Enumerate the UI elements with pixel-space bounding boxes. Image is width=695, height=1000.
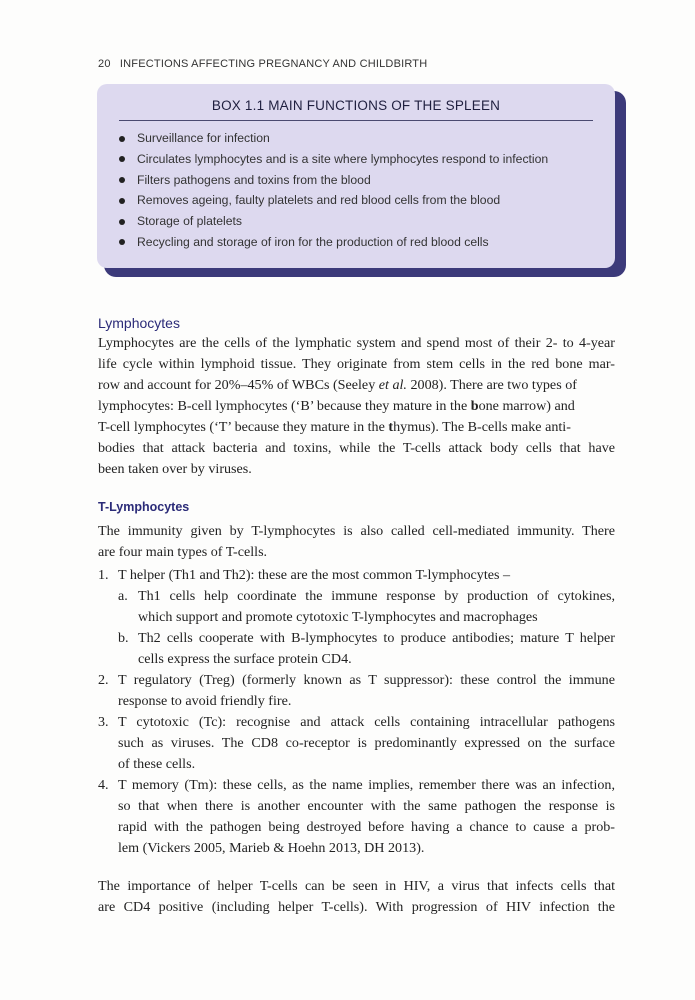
- italic-text: et al.: [378, 377, 407, 393]
- sublist-line: Th2 cells cooperate with B-lymphocytes to produce antibodies; mature T helper: [138, 630, 615, 646]
- line-text: 2008). There are two types of: [406, 377, 577, 393]
- list-item-line: such as viruses. The CD8 co-receptor is predominantly expressed on the surface: [118, 735, 615, 751]
- running-header: [98, 58, 427, 70]
- page-number: 20: [98, 58, 111, 70]
- list-item-line: T memory (Tm): these cells, as the name implies, remember there was an infection,: [118, 777, 615, 793]
- paragraph-line: life cycle within lymphoid tissue. They originate from stem cells in the red bone mar-: [98, 356, 615, 372]
- paragraph-line: Lymphocytes are the cells of the lymphatic system and spend most of their 2- to 4-year: [98, 335, 615, 351]
- box-item-text: Surveillance for infection: [137, 131, 270, 145]
- sublist-line: which support and promote cytotoxic T-lymphocytes and macrophages: [138, 609, 538, 625]
- line-text: row and account for 20%–45% of WBCs (Seeley: [98, 377, 379, 393]
- paragraph-line: The importance of helper T-cells can be seen in HIV, a virus that infects cells that: [98, 878, 615, 894]
- sublist-letter: b.: [118, 630, 129, 646]
- spleen-functions-box: [97, 84, 615, 268]
- box-list-item: [119, 149, 548, 170]
- paragraph-line: been taken over by viruses.: [98, 461, 252, 477]
- list-item-line: response to avoid friendly fire.: [118, 693, 292, 709]
- box-list-item: [119, 128, 548, 149]
- bold-letter: b: [470, 398, 479, 414]
- box-title: BOX 1.1 MAIN FUNCTIONS OF THE SPLEEN: [211, 98, 501, 113]
- bullet-icon: [119, 239, 125, 245]
- section-heading-lymphocytes: Lymphocytes: [98, 315, 180, 331]
- list-number: 3.: [98, 714, 109, 730]
- bold-letter: t: [388, 419, 394, 435]
- bullet-icon: [119, 156, 125, 162]
- paragraph-line: [98, 396, 615, 417]
- paragraph-line: are CD4 positive (including helper T-cells). With progression of HIV infection the: [98, 899, 615, 915]
- list-item-line: T regulatory (Treg) (formerly known as T suppressor): these control the immune: [118, 672, 615, 688]
- list-item-line: T cytotoxic (Tc): recognise and attack cells containing intracellular pathogens: [118, 714, 615, 730]
- paragraph-line: [98, 417, 615, 438]
- sublist-letter: a.: [118, 588, 128, 604]
- list-item-line: so that when there is another encounter with the same pathogen the response is: [118, 798, 615, 814]
- paragraph-line: The immunity given by T-lymphocytes is also called cell-mediated immunity. There: [98, 523, 615, 539]
- line-text: hymus). The B-cells make anti-: [393, 419, 571, 435]
- box-list-item: [119, 170, 548, 191]
- box-item-text: Removes ageing, faulty platelets and red blood cells from the blood: [137, 193, 501, 208]
- list-item-line: lem (Vickers 2005, Marieb & Hoehn 2013, DH 2013).: [118, 840, 425, 856]
- box-list-item: [119, 232, 548, 253]
- line-text: one marrow) and: [478, 398, 575, 414]
- box-item-text: Recycling and storage of iron for the production of red blood cells: [137, 234, 489, 249]
- sublist-line: Th1 cells help coordinate the immune response by production of cytokines,: [138, 588, 615, 604]
- box-title-rule: [119, 120, 593, 121]
- line-text: T-cell lymphocytes (‘T’ because they mature in the: [98, 419, 389, 435]
- running-title: INFECTIONS AFFECTING PREGNANCY AND CHILDBIRTH: [119, 58, 428, 70]
- box-list-item: [119, 211, 548, 232]
- bullet-icon: [119, 219, 125, 225]
- list-number: 2.: [98, 672, 109, 688]
- list-item-line: rapid with the pathogen being destroyed before having a chance to cause a prob-: [118, 819, 615, 835]
- list-item-text: T helper (Th1 and Th2): these are the most common T-lymphocytes –: [118, 567, 511, 583]
- bullet-icon: [119, 198, 125, 204]
- box-list-item: [119, 190, 548, 211]
- list-item-line: of these cells.: [118, 756, 196, 772]
- bullet-icon: [119, 136, 125, 142]
- subsection-heading-t-lymphocytes: T-Lymphocytes: [98, 500, 190, 514]
- box-item-text: Filters pathogens and toxins from the blood: [137, 172, 371, 187]
- line-text: lymphocytes: B-cell lymphocytes (‘B’ because they mature in the: [98, 398, 471, 414]
- paragraph-line: [98, 375, 615, 396]
- box-bullet-list: [119, 128, 548, 253]
- list-number: 4.: [98, 777, 109, 793]
- list-number: 1.: [98, 567, 109, 583]
- paragraph-line: are four main types of T-cells.: [98, 544, 268, 560]
- box-item-text: Storage of platelets: [137, 214, 243, 229]
- box-item-text: Circulates lymphocytes and is a site where lymphocytes respond to infection: [137, 151, 549, 166]
- sublist-line: cells express the surface protein CD4.: [138, 651, 352, 667]
- paragraph-line: bodies that attack bacteria and toxins, while the T-cells attack body cells that have: [98, 440, 615, 456]
- bullet-icon: [119, 177, 125, 183]
